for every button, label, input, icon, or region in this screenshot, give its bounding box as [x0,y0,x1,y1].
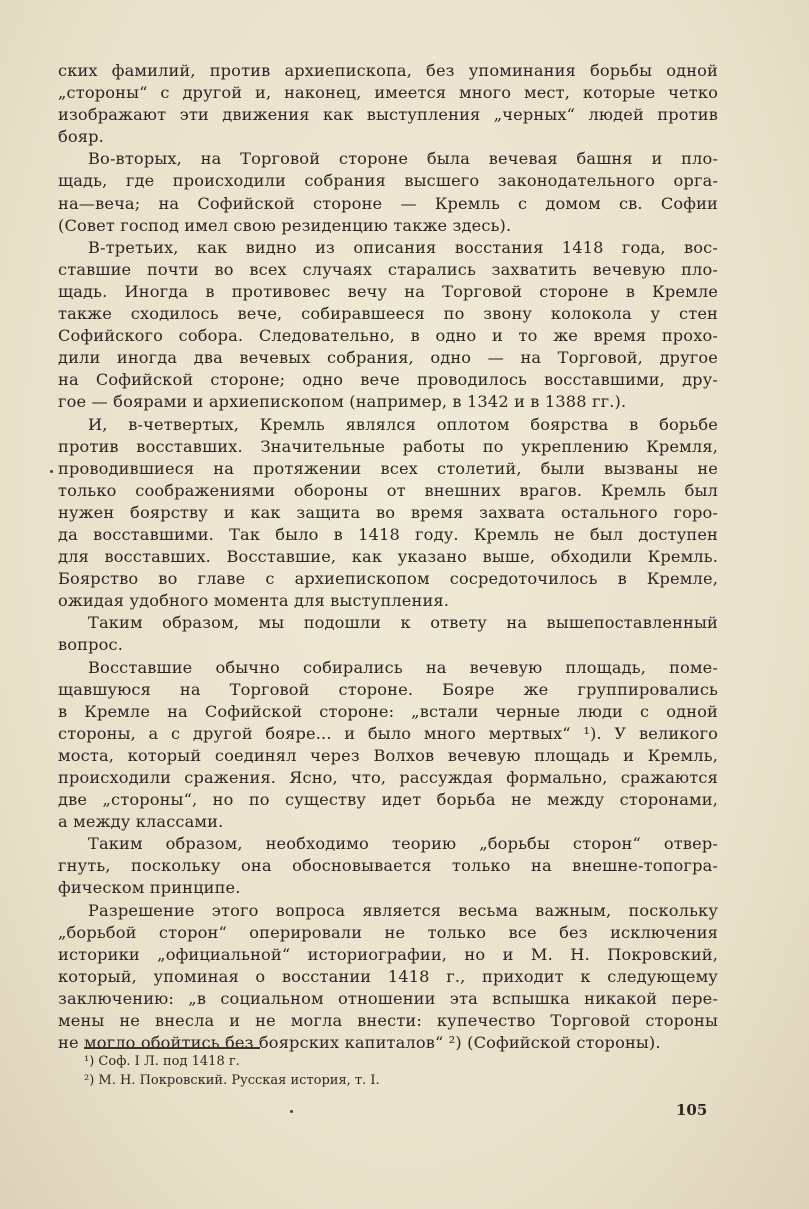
text-line: В-третьих, как видно из описания восстания 1418 года, вос- [88,237,718,257]
text-line: дили иногда два вечевых собрания, одно — на Торговой, другое [58,348,718,368]
text-line: Во-вторых, на Торговой стороне была вечевая башня и пло- [88,149,718,169]
text-line: также сходилось вече, собиравшееся по звону колокола у стен [58,304,718,324]
text-line: а между классами. [58,812,224,832]
footnote-divider [84,1047,260,1049]
text-line: моста, который соединял через Волхов вечевую площадь и Кремль, [58,745,718,765]
text-line: Таким образом, мы подошли к ответу на вышепоставленный [88,613,718,633]
text-line: щавшуюся на Торговой стороне. Бояре же группировались [58,679,718,699]
text-line: проводившиеся на протяжении всех столетий, были вызваны не [58,458,718,478]
page-dot [290,1110,293,1113]
text-line: щадь. Иногда в противовес вечу на Торговой стороне в Кремле [58,281,718,301]
text-line: для восставших. Восставшие, как указано выше, обходили Кремль. [58,547,718,567]
text-line: две „стороны“, но по существу идет борьба не между сторонами, [58,790,718,810]
text-line: щадь, где происходили собрания высшего законодательного орга- [58,171,718,191]
text-line: нужен боярству и как защита во время захвата остального горо- [58,502,718,522]
text-line: гнуть, поскольку она обосновывается только на внешне-топогра- [58,856,718,876]
text-line: гое — боярами и архиепископом (например, в 1342 и в 1388 гг.). [58,392,627,412]
text-line: заключению: „в социальном отношении эта вспышка никакой пере- [58,988,718,1008]
text-line: „борьбой сторон“ оперировали не только все без исключения [58,922,718,942]
text-line: который, упоминая о восстании 1418 г., приходит к следующему [58,966,718,986]
text-line: да восставшими. Так было в 1418 году. Кремль не был доступен [58,524,718,544]
footnote-1: ¹) Соф. I Л. под 1418 г. [84,1054,240,1069]
margin-dot [50,470,53,473]
text-line: в Кремле на Софийской стороне: „встали черные люди с одной [58,701,718,721]
text-line: мены не внесла и не могла внести: купечество Торговой стороны [58,1011,718,1031]
text-line: только соображениями обороны от внешних врагов. Кремль был [58,480,718,500]
text-line: Таким образом, необходимо теорию „борьбы сторон“ отвер- [88,834,718,854]
text-line: „стороны“ с другой и, наконец, имеется много мест, которые четко [58,83,718,103]
text-line: против восставших. Значительные работы по укреплению Кремля, [58,436,718,456]
footnote-2: ²) М. Н. Покровский. Русская история, т. I. [84,1073,380,1088]
text-line: на—веча; на Софийской стороне — Кремль с домом св. Софии [58,193,718,213]
text-line: И, в-четвертых, Кремль являлся оплотом боярства в борьбе [88,414,718,434]
text-line: ских фамилий, против архиепископа, без упоминания борьбы одной [58,61,718,80]
text-line: стороны, а с другой бояре... и было много мертвых“ ¹). У великого [58,723,718,743]
text-line: происходили сражения. Ясно, что, рассуждая формально, сражаются [58,768,718,787]
text-line: вопрос. [58,635,124,655]
text-line: Боярство во главе с архиепископом сосредоточилось в Кремле, [58,569,718,589]
text-line: историки „официальной“ историографии, но и М. Н. Покровский, [58,944,718,964]
text-line: ставшие почти во всех случаях старались захватить вечевую пло- [58,259,718,279]
text-line: фическом принципе. [58,878,241,898]
text-line: на Софийской стороне; одно вече проводилось восставшими, дру- [58,370,718,390]
text-line: Софийского собора. Следовательно, в одно и то же время прохо- [58,326,718,346]
body-text [58,60,718,1054]
text-line: изображают эти движения как выступления „черных“ людей против [58,105,718,125]
text-line: Разрешение этого вопроса является весьма важным, поскольку [88,900,718,920]
text-line: Восставшие обычно собирались на вечевую площадь, поме- [88,657,718,677]
text-line: бояр. [58,127,104,147]
footnotes [84,1052,504,1090]
page-number: 105 [676,1101,708,1119]
text-line: ожидая удобного момента для выступления. [58,591,450,611]
text-line: (Совет господ имел свою резиденцию также здесь). [58,215,512,235]
text-line: не могло обойтись без боярских капиталов“ ²) (Софийской стороны). [58,1033,661,1053]
